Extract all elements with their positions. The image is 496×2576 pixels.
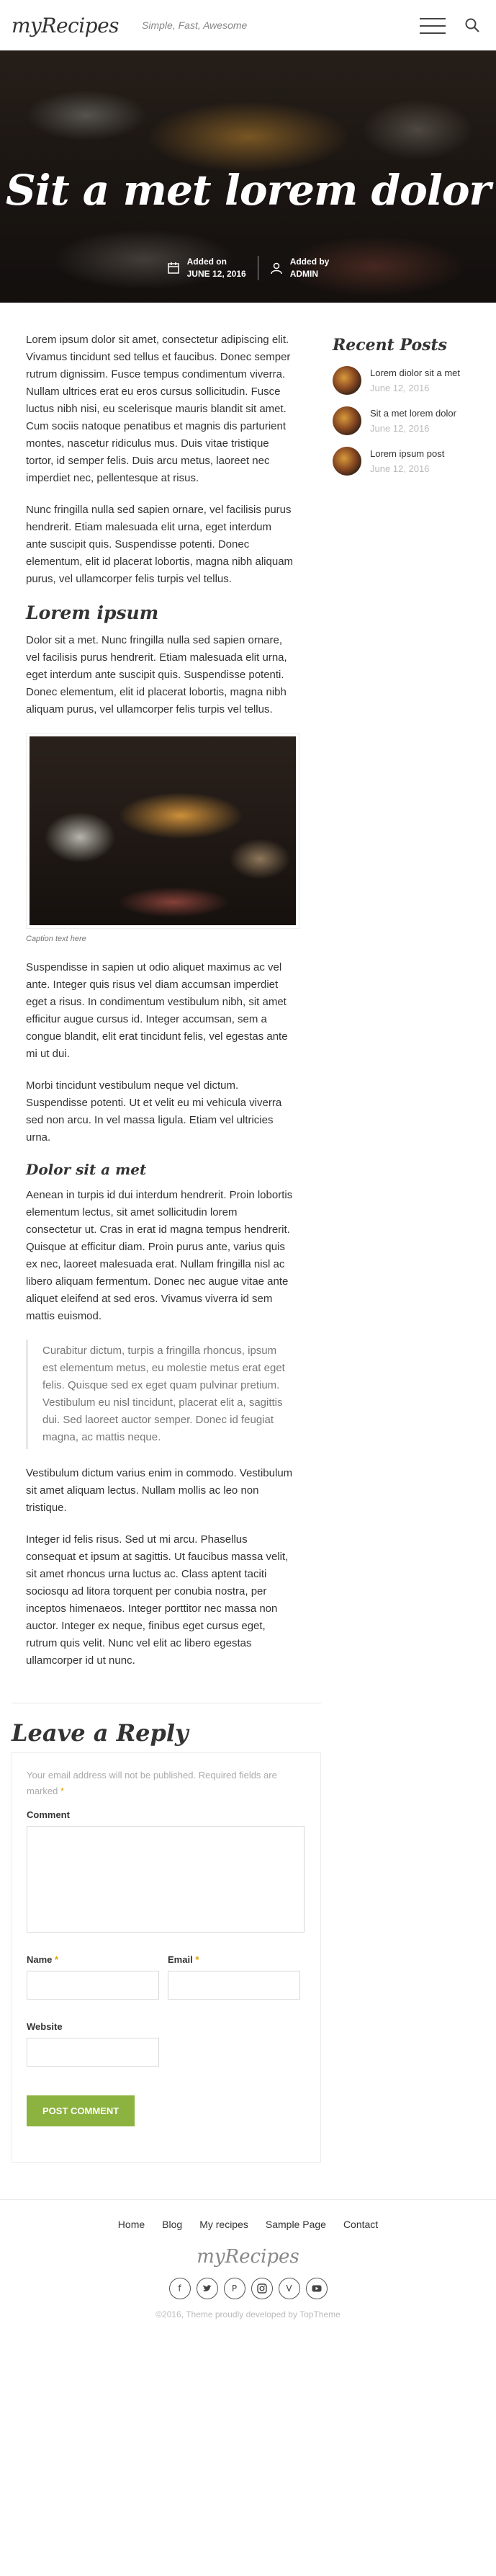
article-image (30, 736, 296, 925)
comment-notes-text: Your email address will not be published. Required fields are marked (27, 1770, 277, 1796)
comment-form (12, 1752, 321, 2163)
post-meta (0, 256, 496, 280)
post-thumbnail[interactable] (333, 406, 361, 435)
facebook-icon[interactable]: f (169, 2278, 191, 2299)
recent-post[interactable] (333, 366, 482, 395)
youtube-icon[interactable] (306, 2278, 328, 2299)
site-footer (0, 2199, 496, 2341)
menu-icon[interactable] (420, 18, 446, 34)
recent-post-title[interactable]: Sit a met lorem dolor (370, 408, 456, 419)
footer-link-contact[interactable]: Contact (343, 2219, 379, 2230)
site-tagline: Simple, Fast, Awesome (142, 19, 248, 31)
recent-post-title[interactable]: Lorem diolor sit a met (370, 367, 460, 378)
footer-link-home[interactable]: Home (117, 2219, 145, 2230)
post-date: JUNE 12, 2016 (186, 269, 246, 279)
calendar-icon (167, 262, 180, 275)
site-header (0, 0, 496, 50)
name-label (27, 1954, 159, 1965)
email-input[interactable] (168, 1971, 300, 2000)
hero-banner (0, 50, 496, 303)
post-thumbnail[interactable] (333, 447, 361, 476)
footer-link-sample-page[interactable]: Sample Page (265, 2219, 326, 2230)
comment-label: Comment (27, 1809, 70, 1820)
sidebar (333, 331, 482, 1684)
name-label-text: Name (27, 1954, 53, 1965)
copyright (0, 2309, 496, 2341)
footer-nav (0, 2219, 496, 2230)
site-logo[interactable]: myRecipes (12, 13, 120, 37)
required-mark: * (60, 1786, 65, 1796)
copyright-text: ©2016, Theme proudly developed by (155, 2309, 297, 2319)
email-label (168, 1954, 300, 1965)
footer-link-my-recipes[interactable]: My recipes (199, 2219, 248, 2230)
social-links (0, 2278, 496, 2299)
paragraph: Dolor sit a met. Nunc fringilla nulla sed sapien ornare, vel facilisis purus hendrerit. Etiam malesuada elit urna, eget interdum ante suscipit quis. Suspendisse potenti. Donec elementum, elit id placerat lobortis, magna nibh aliquam purus, vel ullamcorper felis turpis vel tellus. (26, 634, 287, 716)
added-on-label: Added on (186, 257, 227, 267)
user-icon (270, 262, 283, 275)
added-by-label: Added by (289, 257, 330, 267)
recent-post-date: June 12, 2016 (370, 383, 430, 393)
required-mark: * (55, 1954, 59, 1965)
section-heading: Dolor sit a met (26, 1161, 147, 1178)
reply-title: Leave a Reply (12, 1719, 189, 1747)
recent-post[interactable] (333, 447, 482, 476)
added-on (155, 256, 258, 280)
search-icon[interactable] (464, 17, 480, 33)
page-title: Sit a met lorem dolor (5, 166, 491, 215)
required-mark: * (195, 1954, 199, 1965)
section-heading: Lorem ipsum (26, 602, 159, 623)
footer-logo[interactable]: myRecipes (197, 2246, 299, 2268)
article-figure (26, 733, 299, 929)
comment-section (12, 1703, 484, 2163)
recent-post-title[interactable]: Lorem ipsum post (370, 448, 445, 459)
email-label-text: Email (168, 1954, 193, 1965)
comment-textarea[interactable] (27, 1826, 305, 1933)
recent-post-date: June 12, 2016 (370, 423, 430, 434)
sidebar-title: Recent Posts (333, 336, 448, 355)
name-input[interactable] (27, 1971, 159, 2000)
website-label: Website (27, 2021, 63, 2032)
post-comment-button[interactable]: POST COMMENT (27, 2095, 135, 2126)
pinterest-icon[interactable]: P (224, 2278, 245, 2299)
footer-link-blog[interactable]: Blog (162, 2219, 183, 2230)
blockquote: Curabitur dictum, turpis a fringilla rhoncus, ipsum est elementum metus, eu molestie metus erat eget felis. Quisque sed ex eget quam pulvinar pretium. Vestibulum eu nisl tincidunt, placerat elit a, sagittis dui. Sed laoreet auctor semper. Donec id feugiat magna, ac mattis neque. (26, 1340, 294, 1449)
paragraph: Vestibulum dictum varius enim in commodo. Vestibulum sit amet aliquam lectus. Nullam mollis ac leo non tristique. (26, 1467, 293, 1514)
paragraph: Nunc fringilla nulla sed sapien ornare, vel facilisis purus hendrerit. Etiam malesuada elit urna, eget interdum ante suscipit quis. Suspendisse potenti. Donec elementum, elit id placerat lobortis, magna nibh aliquam purus, vel ullamcorper felis turpis vel tellus. (26, 504, 294, 585)
instagram-icon[interactable] (251, 2278, 273, 2299)
paragraph: Lorem ipsum dolor sit amet, consectetur adipiscing elit. Vivamus tincidunt sed tellus et faucibus. Donec semper rutrum dignissim. Fusce tempus condimentum viverra. Nullam ultrices erat eu eros cursus sollicitudin. Fusce luctus nibh nisi, eu scelerisque mauris blandit sit amet. Cum sociis natoque penatibus et magnis dis parturient montes, nascetur ridiculus mus. Duis vitae tristique tortor, id semper felis. Duis arcu metus, laoreet nec imperdiet nec, pellentesque at risus. (26, 334, 291, 484)
article-body (12, 331, 294, 1684)
paragraph: Morbi tincidunt vestibulum neque vel dictum. Suspendisse potenti. Ut et velit eu mi vehicula viverra sed non arcu. In vel massa ligula. Etiam vel ultricies urna. (26, 1079, 282, 1144)
recent-post[interactable] (333, 406, 482, 435)
paragraph: Suspendisse in sapien ut odio aliquet maximus ac vel ante. Integer quis risus vel diam accumsan imperdiet eget a risus. In condimentum vestibulum nibh, sit amet efficitur augue cursus id. Integer accumsan, sem a congue blandit, elit erat tincidunt felis, vel egestas ante mi ut dui. (26, 961, 288, 1060)
twitter-icon[interactable] (197, 2278, 218, 2299)
recent-post-date: June 12, 2016 (370, 463, 430, 474)
theme-author-link[interactable]: TopTheme (299, 2309, 341, 2319)
image-caption: Caption text here (26, 935, 86, 943)
website-input[interactable] (27, 2038, 159, 2067)
comment-notes (27, 1768, 306, 1799)
vimeo-icon[interactable]: V (279, 2278, 300, 2299)
paragraph: Aenean in turpis id dui interdum hendrerit. Proin lobortis elementum lectus, sit amet sollicitudin lorem consectetur ut. Cras in erat id magna tempus hendrerit. Quisque at efficitur diam. Proin purus ante, varius quis ex nec, laoreet malesuada erat. Nullam fringilla nisl ac libero aliquam fermentum. Donec nec augue vitae ante aliquet eleifend at sed eros. Vivamus viverra id sem mattis euismod. (26, 1189, 293, 1322)
post-author[interactable]: ADMIN (289, 269, 319, 279)
post-thumbnail[interactable] (333, 366, 361, 395)
added-by (258, 256, 341, 280)
paragraph: Integer id felis risus. Sed ut mi arcu. Phasellus consequat et ipsum at sagittis. Ut faucibus massa velit, sit amet rhoncus urna luctus ac. Class aptent taciti sociosqu ad litora torquent per conubia nostra, per inceptos himenaeos. Integer porttitor nec massa non auctor. Integer ex neque, finibus eget cursus eget, rutrum quis velit. Nunc vel elit ac libero egestas ullamcorper id ut nunc. (26, 1533, 289, 1667)
